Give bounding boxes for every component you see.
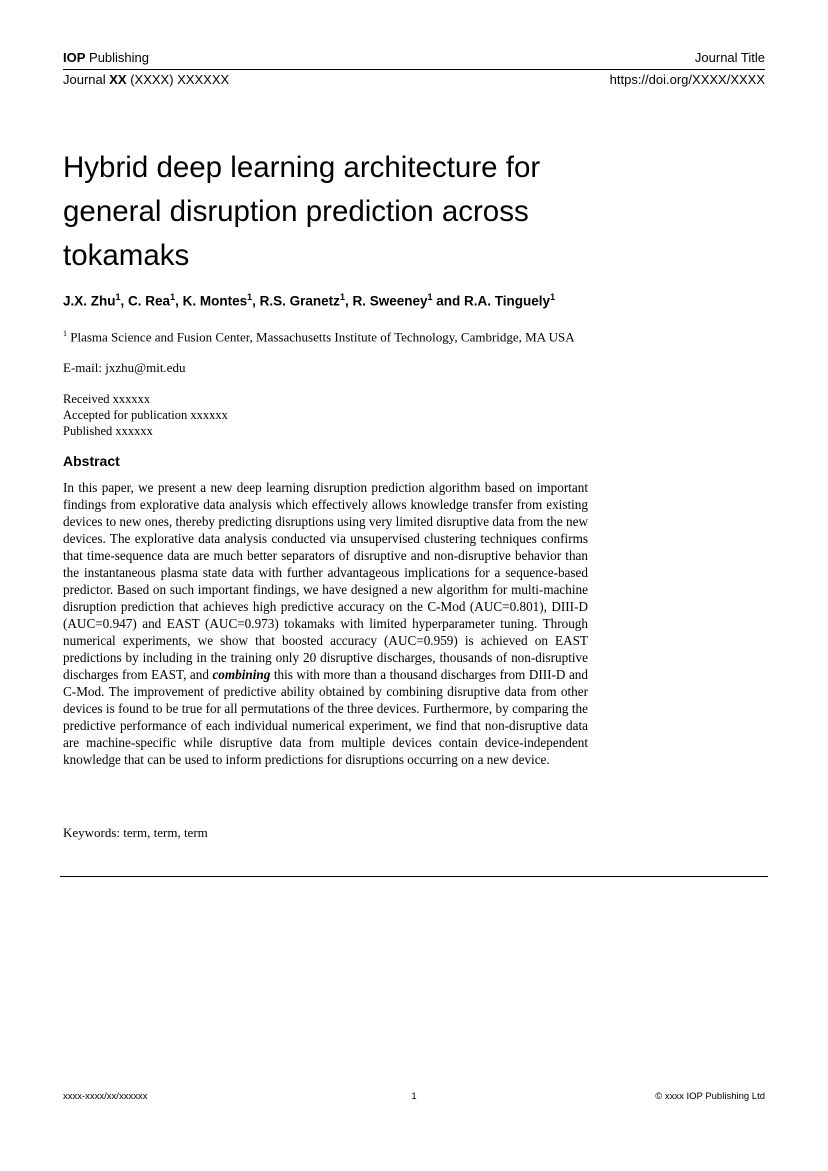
affiliation-mark: 1 [63,329,67,338]
author-separator: , [120,293,129,309]
journal-title: Journal Title [694,50,765,65]
author-name: R.S. Granetz [259,293,340,309]
header-rule [63,69,765,70]
doi-link[interactable]: https://doi.org/XXXX/XXXX [609,72,765,87]
journal-suffix: (XXXX) XXXXXX [126,72,230,87]
received-date: Received xxxxxx [63,392,151,406]
published-date: Published xxxxxx [63,424,153,438]
abstract-heading: Abstract [63,453,120,469]
footer-copyright: © xxxx IOP Publishing Ltd [655,1091,765,1102]
publisher-bold: IOP [63,50,86,65]
paper-title: Hybrid deep learning architecture for general disruption prediction across tokamaks [63,151,541,272]
author-name: J.X. Zhu [63,293,116,309]
author-separator: , [175,293,183,309]
author-separator: , [344,293,353,309]
abstract-body [63,479,588,768]
affiliation [63,329,575,345]
author-email[interactable]: E-mail: jxzhu@mit.edu [63,360,186,375]
author-separator: , [252,293,260,309]
publisher-label [63,50,149,65]
abstract-emphasis: combining [212,667,271,682]
publisher-rest: Publishing [85,50,150,65]
author-affiliation-mark: 1 [550,292,556,302]
author-affiliation-mark: 1 [339,292,345,302]
author-name: K. Montes [182,293,248,309]
front-matter-rule [60,876,768,877]
abstract-text-part1: In this paper, we present a new deep learning disruption prediction algorithm based on important findings from explorative data analysis which effectively allows knowledge transfer from existing devices to new ones, thereby predicting disruptions using very limited disruptive data from the new devices. The explorative data analysis conducted via unsupervised clustering techniques confirms that time-sequence data are much better separators of disruptive and non-disruptive behavior than the instantaneous plasma state data with further advantageous implications for a sequence-based predictor. Based on such important findings, we have designed a new algorithm for multi-machine disruption prediction that achieves high predictive accuracy on the C-Mod (AUC=0.801), DIII-D (AUC=0.947) and EAST (AUC=0.973) tokamaks with limited hyperparameter tuning. Through numerical experiments, we show that boosted accuracy (AUC=0.959) is achieved on EAST predictions by including in the training only 20 disruptive discharges, thousands of non-disruptive discharges from EAST, and [63,480,588,682]
journal-prefix: Journal [63,72,110,87]
author-name: R.A. Tinguely [464,293,551,309]
page-number: 1 [411,1091,417,1102]
journal-volume: XX [109,72,127,87]
author-affiliation-mark: 1 [247,292,253,302]
author-name: R. Sweeney [352,293,428,309]
author-separator: and [432,293,465,309]
author-name: C. Rea [128,293,171,309]
author-affiliation-mark: 1 [427,292,433,302]
author-list [63,292,555,309]
author-affiliation-mark: 1 [115,292,121,302]
abstract-text-part2: this with more than a thousand discharges from DIII-D and C-Mod. The improvement of predictive ability obtained by combining disruptive data from other devices is found to be true for all permutations of the three devices. Furthermore, by comparing the predictive performance of each individual numerical experiment, we find that non-disruptive data are machine-specific while disruptive data from multiple devices contain device-independent knowledge that can be used to inform predictions for disruptions occurring on a new device. [63,667,588,767]
footer-code: xxxx-xxxx/xx/xxxxxx [63,1091,148,1102]
affiliation-text: Plasma Science and Fusion Center, Massachusetts Institute of Technology, Cambridge, MA USA [67,329,575,345]
author-affiliation-mark: 1 [170,292,176,302]
accepted-date: Accepted for publication xxxxxx [63,408,228,422]
publication-dates [63,391,228,439]
keywords: Keywords: term, term, term [63,825,208,840]
journal-citation [63,72,229,87]
